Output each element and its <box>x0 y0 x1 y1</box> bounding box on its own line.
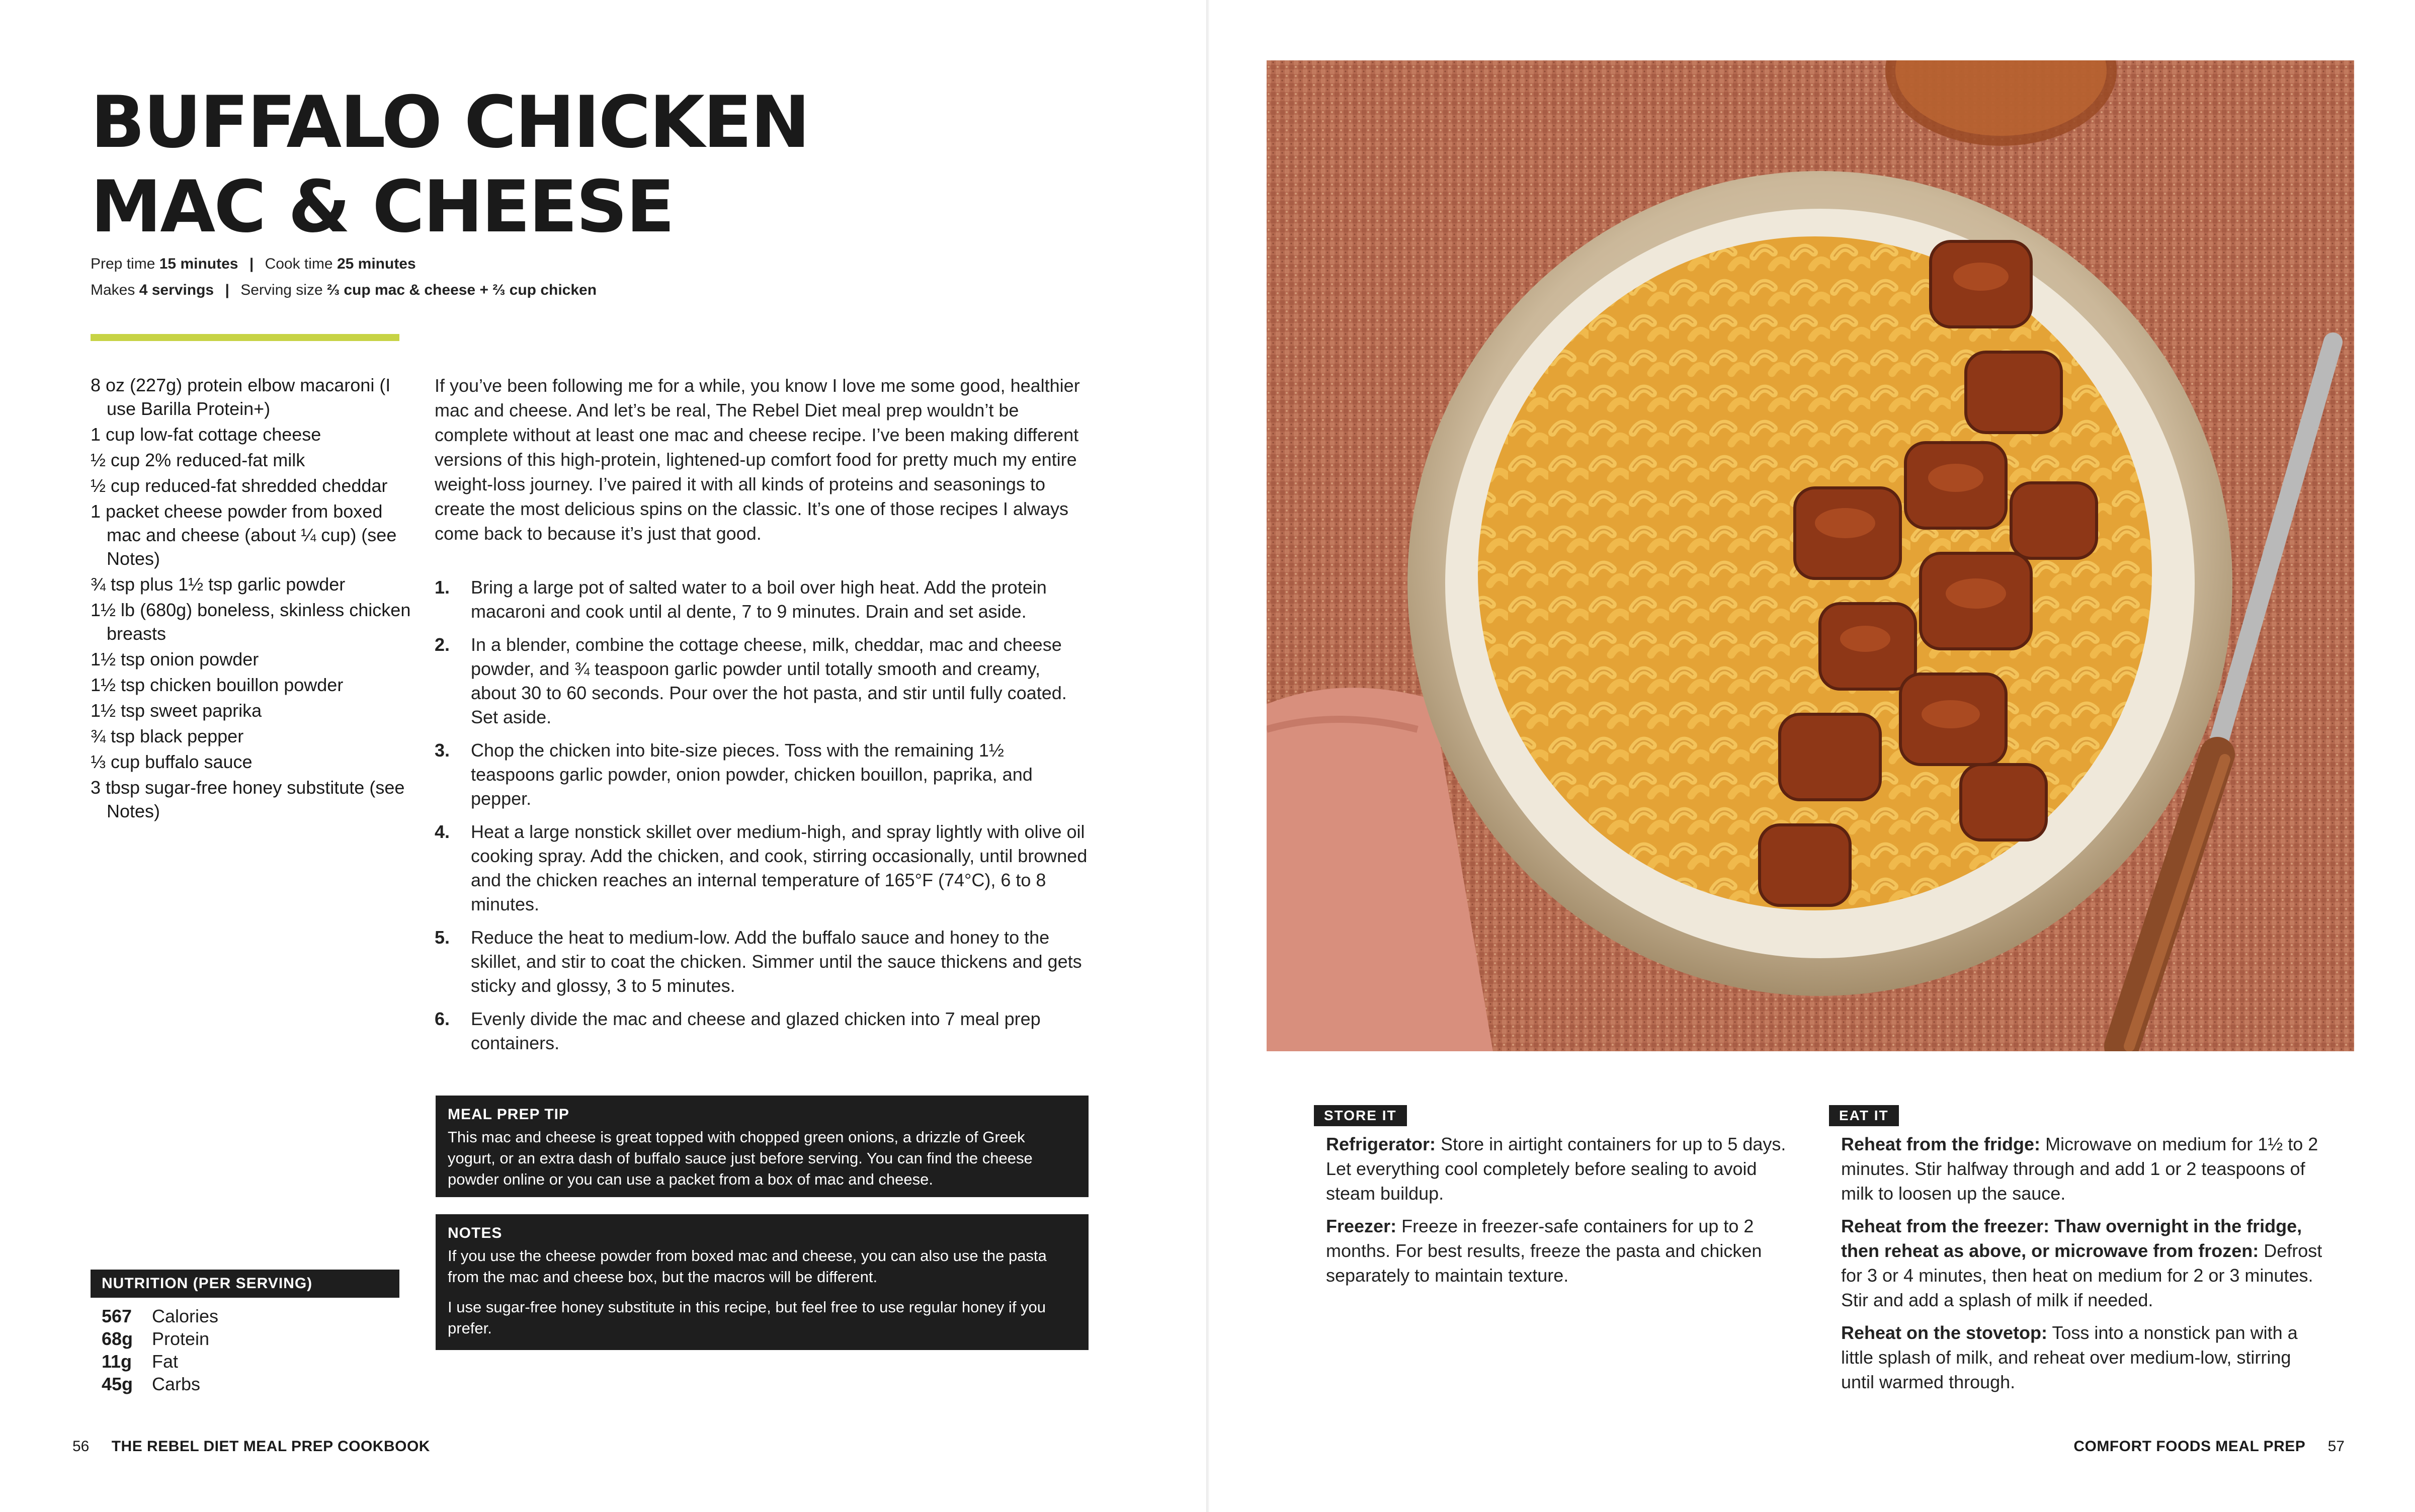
method-steps <box>435 575 1089 1064</box>
nutrition-row <box>91 1305 218 1327</box>
nutrition-value: 11g <box>102 1351 132 1372</box>
eat-stove-text: Toss into a nonstick pan with a little splash of milk, and reheat over medium-low, stirring until warmed through. <box>1841 1322 2298 1392</box>
step-text: Heat a large nonstick skillet over medium-high, and spray lightly with olive oil cooking spray. Add the chicken, and cook, stirring occasionally, until browned and the chicken reaches an internal temperature of 165°F (74°C), 6 to 8 minutes. <box>471 821 1088 914</box>
step-item <box>435 633 1089 729</box>
notes-paragraph: I use sugar-free honey substitute in this recipe, but feel free to use regular honey if you prefer. <box>448 1298 1046 1337</box>
meal-prep-tip-box <box>436 1096 1089 1197</box>
store-it-text <box>1326 1132 1809 1296</box>
right-footer <box>2073 1437 2345 1457</box>
step-item <box>435 926 1089 998</box>
left-running-title: THE REBEL DIET MEAL PREP COOKBOOK <box>111 1438 430 1455</box>
store-it-tag: STORE IT <box>1314 1105 1407 1126</box>
step-item <box>435 575 1089 624</box>
step-text: Bring a large pot of salted water to a boil over high heat. Add the protein macaroni and cook until al dente, 7 to 9 minutes. Drain and set aside. <box>471 577 1047 622</box>
accent-rule <box>91 334 399 341</box>
ingredient-item: ½ cup 2% reduced-fat milk <box>91 450 305 470</box>
meta-separator: | <box>249 256 254 272</box>
step-text: In a blender, combine the cottage cheese, milk, cheddar, mac and cheese powder, and ¾ teaspoon garlic powder until totally smooth and creamy, about 30 to 60 seconds. Pour over the hot pasta, and stir until fully coated. Set aside. <box>471 634 1067 727</box>
nutrition-label: Carbs <box>152 1374 201 1394</box>
left-page-number: 56 <box>72 1438 90 1455</box>
nutrition-label: Protein <box>152 1328 210 1349</box>
nutrition-heading: NUTRITION (PER SERVING) <box>91 1270 399 1298</box>
nutrition-label: Calories <box>152 1306 219 1326</box>
ingredient-item: ¾ tsp plus 1½ tsp garlic powder <box>91 574 346 595</box>
step-text: Evenly divide the mac and cheese and glazed chicken into 7 meal prep containers. <box>471 1009 1041 1053</box>
nutrition-row <box>91 1327 218 1350</box>
store-fridge-text: Store in airtight containers for up to 5 days. Let everything cool completely before sealing to avoid steam buildup. <box>1326 1134 1786 1204</box>
notes-box <box>436 1214 1089 1350</box>
eat-fridge-text: Microwave on medium for 1½ to 2 minutes. Stir halfway through and add 1 or 2 teaspoons of milk to loosen up the sauce. <box>1841 1134 2318 1204</box>
store-freezer-label: Freezer: <box>1326 1216 1397 1236</box>
ingredient-item: 1½ lb (680g) boneless, skinless chicken breasts <box>91 600 411 644</box>
meta-separator: | <box>225 282 229 298</box>
step-item <box>435 1007 1089 1055</box>
step-number: 6. <box>435 1009 450 1029</box>
serving-meta <box>91 282 597 299</box>
eat-fridge-label: Reheat from the fridge: <box>1841 1134 2041 1154</box>
recipe-title <box>91 80 809 249</box>
ingredient-item: ½ cup reduced-fat shredded cheddar <box>91 475 388 496</box>
prep-label: Prep time <box>91 256 155 272</box>
eat-freezer-label: Reheat from the freezer: Thaw overnight in the fridge, then reheat as above, or microwave from frozen: <box>1841 1216 2302 1261</box>
step-item <box>435 820 1089 916</box>
store-fridge <box>1326 1132 1809 1206</box>
serving-label: Serving size <box>240 282 323 298</box>
step-number: 1. <box>435 577 450 598</box>
eat-freezer-text: Defrost for 3 or 4 minutes, then heat on medium for 2 or 3 minutes. Stir and add a splash of milk if needed. <box>1841 1240 2322 1310</box>
nutrition-row <box>91 1350 218 1373</box>
tip-text: This mac and cheese is great topped with chopped green onions, a drizzle of Greek yogurt, or an extra dash of buffalo sauce just before serving. You can find the cheese powder online or you can use a packet from a box of mac and cheese. <box>448 1128 1033 1188</box>
ingredient-item: 1½ tsp sweet paprika <box>91 700 262 721</box>
makes-label: Makes <box>91 282 135 298</box>
store-freezer-text: Freeze in freezer-safe containers for up to 2 months. For best results, freeze the pasta and chicken separately to maintain texture. <box>1326 1216 1762 1286</box>
step-text: Reduce the heat to medium-low. Add the buffalo sauce and honey to the skillet, and stir to coat the chicken. Simmer until the sauce thickens and gets sticky and glossy, 3 to 5 minutes. <box>471 927 1082 996</box>
right-page-number: 57 <box>2327 1438 2345 1455</box>
title-line-1: BUFFALO CHICKEN <box>91 81 809 164</box>
ingredient-list <box>91 373 412 825</box>
nutrition-value: 68g <box>102 1328 133 1349</box>
notes-heading: NOTES <box>448 1225 503 1241</box>
intro-paragraph: If you’ve been following me for a while, you know I love me some good, healthier mac and cheese. And let’s be real, The Rebel Diet meal prep wouldn’t be complete without at least one mac and cheese recipe. I’ve been making different versions of this high-protein, lightened-up comfort food for pretty much my entire weight-loss journey. I’ve paired it with all kinds of proteins and seasonings to create the most delicious spins on the classic. It’s one of those recipes I always come back to because it’s just that good. <box>435 375 1080 544</box>
cook-value: 25 minutes <box>337 256 416 272</box>
book-spine <box>1206 0 1209 1512</box>
ingredient-item: ⅓ cup buffalo sauce <box>91 751 253 772</box>
recipe-photo <box>1267 60 2354 1051</box>
photo-illustration <box>1267 60 2354 1051</box>
step-item <box>435 738 1089 811</box>
tip-heading: MEAL PREP TIP <box>448 1106 569 1123</box>
eat-stove <box>1841 1320 2324 1394</box>
left-footer <box>72 1437 430 1457</box>
step-number: 2. <box>435 634 450 655</box>
ingredient-item: 1½ tsp chicken bouillon powder <box>91 675 344 695</box>
prep-value: 15 minutes <box>159 256 238 272</box>
nutrition-value: 567 <box>102 1306 132 1326</box>
eat-freezer <box>1841 1214 2324 1312</box>
ingredient-item: ¾ tsp black pepper <box>91 726 244 746</box>
ingredient-item: 3 tbsp sugar-free honey substitute (see Notes) <box>91 777 405 821</box>
step-text: Chop the chicken into bite-size pieces. Toss with the remaining 1½ teaspoons garlic powder, onion powder, chicken bouillon, paprika, and pepper. <box>471 740 1033 809</box>
ingredient-item: 8 oz (227g) protein elbow macaroni (I use Barilla Protein+) <box>91 375 391 419</box>
store-fridge-label: Refrigerator: <box>1326 1134 1436 1154</box>
step-number: 3. <box>435 740 450 761</box>
eat-fridge <box>1841 1132 2324 1206</box>
store-freezer <box>1326 1214 1809 1288</box>
title-line-2: MAC & CHEESE <box>91 165 674 248</box>
ingredient-item: 1½ tsp onion powder <box>91 649 259 669</box>
cook-label: Cook time <box>265 256 333 272</box>
nutrition-label: Fat <box>152 1351 179 1372</box>
nutrition-value: 45g <box>102 1374 133 1394</box>
step-number: 4. <box>435 821 450 842</box>
eat-it-tag: EAT IT <box>1829 1105 1899 1126</box>
nutrition-list <box>91 1305 218 1395</box>
eat-it-text <box>1841 1132 2324 1402</box>
right-running-title: COMFORT FOODS MEAL PREP <box>2073 1438 2306 1455</box>
step-number: 5. <box>435 927 450 948</box>
makes-value: 4 servings <box>139 282 214 298</box>
serving-value: ⅔ cup mac & cheese + ⅔ cup chicken <box>326 282 597 298</box>
nutrition-row <box>91 1373 218 1395</box>
notes-paragraph: If you use the cheese powder from boxed mac and cheese, you can also use the pasta from the mac and cheese box, but the macros will be different. <box>448 1247 1047 1286</box>
time-meta <box>91 256 416 273</box>
ingredient-item: 1 packet cheese powder from boxed mac and cheese (about ¼ cup) (see Notes) <box>91 501 397 569</box>
ingredient-item: 1 cup low-fat cottage cheese <box>91 424 321 445</box>
eat-stove-label: Reheat on the stovetop: <box>1841 1322 2048 1343</box>
